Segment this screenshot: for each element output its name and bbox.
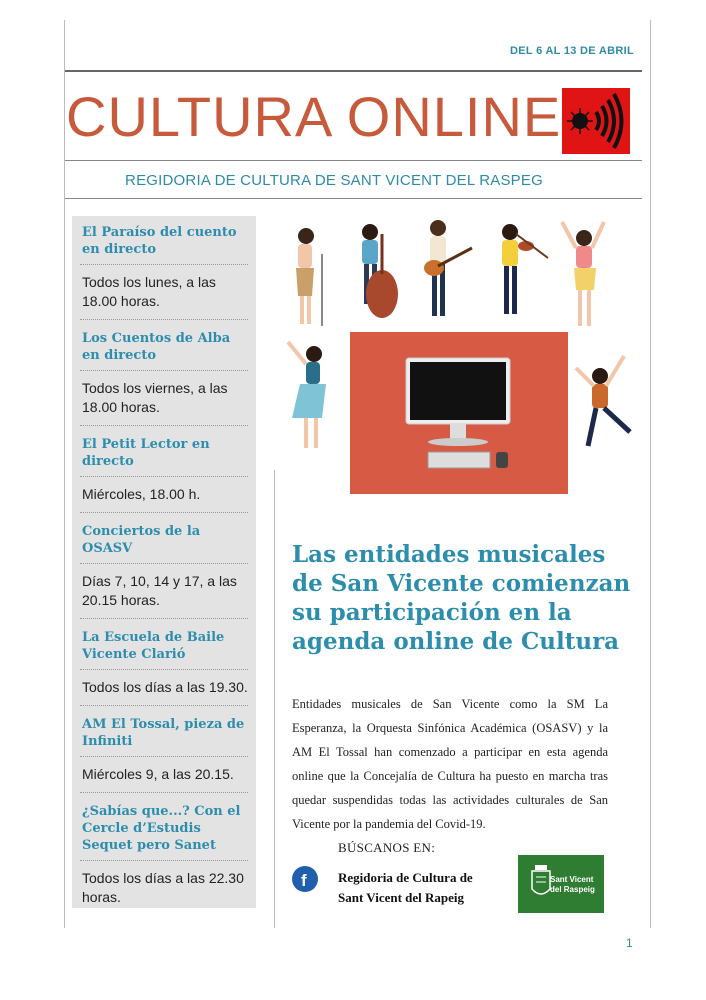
right-page-border (650, 20, 651, 928)
agenda-item (80, 428, 248, 513)
logo-text-line2: del Raspeig (550, 885, 595, 894)
top-rule (64, 70, 642, 72)
subtitle-rule (64, 198, 642, 199)
event-separator (80, 476, 248, 477)
event-time: Todos los viernes, a las 18.00 horas. (82, 380, 228, 415)
musicians-computer-illustration (278, 214, 638, 504)
event-separator (80, 425, 248, 426)
date-range: DEL 6 AL 13 DE ABRIL (510, 45, 634, 57)
event-title: Conciertos de la OSASV (82, 524, 201, 556)
event-separator (80, 669, 248, 670)
event-separator (80, 860, 248, 861)
agenda-item (80, 322, 248, 426)
event-time: Todos los días a las 19.30. (82, 679, 248, 695)
event-separator (80, 319, 248, 320)
event-separator (80, 563, 248, 564)
event-title: El Petit Lector en directo (82, 437, 210, 469)
facebook-page-name-line1: Regidoria de Cultura de (338, 870, 473, 885)
event-title: El Paraíso del cuento en directo (82, 225, 237, 257)
page-title: CULTURA ONLINE (66, 85, 562, 148)
facebook-page-name-line2: Sant Vicent del Rapeig (338, 890, 465, 905)
event-separator (80, 792, 248, 793)
event-separator (80, 370, 248, 371)
event-separator (80, 618, 248, 619)
article-body: Entidades musicales de San Vicente como la SM La Esperanza, la Orquesta Sinfónica Académica (OSASV) y la AM El Tossal han comenzado a participar en esta agenda online que la Concejalía de Cultura ha puesto en marcha tras quedar suspendidas todas las actividades culturales de San Vicente por la pandemia del Covid-19. (292, 697, 608, 831)
column-divider (274, 470, 275, 928)
event-separator (80, 264, 248, 265)
agenda-sidebar (72, 216, 256, 908)
agenda-item (80, 795, 248, 913)
left-page-border (64, 20, 65, 928)
svg-text:f: f (301, 871, 307, 890)
broadcast-logo-icon (562, 88, 630, 154)
facebook-icon[interactable] (292, 866, 318, 892)
event-time: Miércoles 9, a las 20.15. (82, 766, 234, 782)
event-separator (80, 705, 248, 706)
page-subtitle: REGIDORIA DE CULTURA DE SANT VICENT DEL RASPEG (125, 172, 543, 189)
event-title: AM El Tossal, pieza de Infiniti (82, 717, 245, 749)
event-title: Los Cuentos de Alba en directo (82, 331, 231, 363)
page-number: 1 (626, 936, 633, 950)
agenda-item (80, 708, 248, 793)
title-rule (64, 160, 642, 161)
event-time: Días 7, 10, 14 y 17, a las 20.15 horas. (82, 573, 237, 608)
find-us-label: BÚSCANOS EN: (338, 840, 436, 855)
event-title: ¿Sabías que...? Con el Cercle d’Estudis Sequet pero Sanet (82, 804, 241, 853)
logo-text-line1: Sant Vicent (550, 875, 594, 884)
event-separator (80, 512, 248, 513)
event-separator (80, 756, 248, 757)
facebook-page-link[interactable] (338, 868, 473, 908)
sant-vicent-logo-text (550, 875, 595, 895)
event-time: Miércoles, 18.00 h. (82, 486, 201, 502)
event-time: Todos los lunes, a las 18.00 horas. (82, 274, 216, 309)
event-time: Todos los días a las 22.30 horas. (82, 870, 244, 905)
agenda-item (80, 216, 248, 320)
article-headline: Las entidades musicales de San Vicente comienzan su participación en la agenda online de Cultura (292, 541, 631, 655)
agenda-item (80, 515, 248, 619)
agenda-item (80, 621, 248, 706)
event-title: La Escuela de Baile Vicente Clarió (82, 630, 225, 662)
